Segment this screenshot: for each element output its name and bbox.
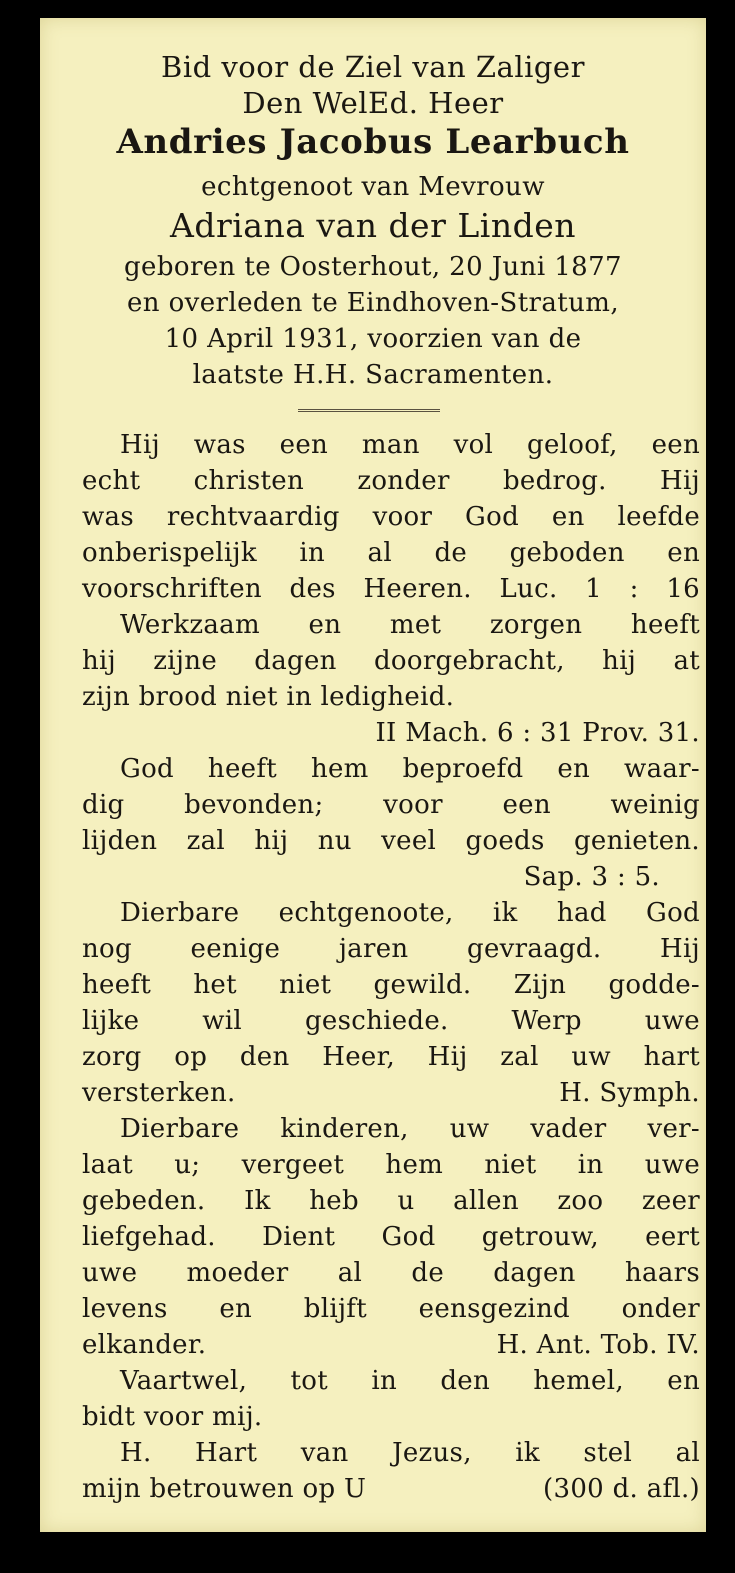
memorial-card [40, 18, 706, 1532]
prayer-intro: Bid voor de Ziel van Zaliger [161, 50, 585, 84]
text-line: nog eenige jaren gevraagd. Hij [82, 934, 700, 964]
spouse-name: Adriana van der Linden [170, 206, 576, 245]
text-line: liefgehad. Dient God getrouw, eert [82, 1222, 700, 1252]
scripture-reference: H. Ant. Tob. IV. [496, 1330, 700, 1360]
text-line: was rechtvaardig voor God en leefde [82, 502, 700, 532]
text-line: Vaartwel, tot in den hemel, en [120, 1366, 700, 1396]
text-line: dig bevonden; voor een weinig [82, 790, 700, 820]
text-line: versterken. [82, 1078, 236, 1108]
text-line: God heeft hem beproefd en waar- [120, 754, 700, 784]
sacraments-line: laatste H.H. Sacramenten. [192, 360, 554, 390]
text-line: Hij was een man vol geloof, een [120, 430, 700, 460]
scripture-reference: II Mach. 6 : 31 Prov. 31. [375, 718, 700, 748]
text-line: gebeden. Ik heb u allen zoo zeer [82, 1186, 700, 1216]
text-line: zijn brood niet in ledigheid. [82, 682, 455, 712]
indulgence-note: (300 d. afl.) [543, 1474, 700, 1504]
text-line: uwe moeder al de dagen haars [82, 1258, 700, 1288]
text-line: lijke wil geschiede. Werp uwe [82, 1006, 700, 1036]
text-line: bidt voor mij. [82, 1402, 263, 1432]
honorific: Den WelEd. Heer [242, 86, 504, 120]
spouse-intro: echtgenoot van Mevrouw [201, 172, 545, 202]
text-line: laat u; vergeet hem niet in uwe [82, 1150, 700, 1180]
text-line: Dierbare kinderen, uw vader ver- [120, 1114, 700, 1144]
text-line: onberispelijk in al de geboden en [82, 538, 700, 568]
scripture-reference: H. Symph. [559, 1078, 700, 1108]
text-line: Dierbare echtgenoote, ik had God [120, 898, 700, 928]
text-line: hij zijne dagen doorgebracht, hij at [82, 646, 700, 676]
divider-rule [298, 409, 440, 412]
text-line: Werkzaam en met zorgen heeft [120, 610, 700, 640]
text-line: H. Hart van Jezus, ik stel al [120, 1438, 700, 1468]
text-line: heeft het niet gewild. Zijn godde- [82, 970, 700, 1000]
text-line: voorschriften des Heeren. Luc. 1 : 16 [82, 574, 700, 604]
scripture-reference: Sap. 3 : 5. [523, 862, 660, 892]
death-date-line: 10 April 1931, voorzien van de [164, 324, 582, 354]
text-line: lijden zal hij nu veel goeds genieten. [82, 826, 700, 856]
deceased-name: Andries Jacobus Learbuch [116, 122, 630, 162]
text-line: mijn betrouwen op U [82, 1474, 367, 1504]
text-line: levens en blijft eensgezind onder [82, 1294, 700, 1324]
death-line: en overleden te Eindhoven-Stratum, [127, 288, 619, 318]
text-line: zorg op den Heer, Hij zal uw hart [82, 1042, 700, 1072]
text-line: echt christen zonder bedrog. Hij [82, 466, 700, 496]
text-line: elkander. [82, 1330, 207, 1360]
birth-line: geboren te Oosterhout, 20 Juni 1877 [124, 252, 622, 282]
